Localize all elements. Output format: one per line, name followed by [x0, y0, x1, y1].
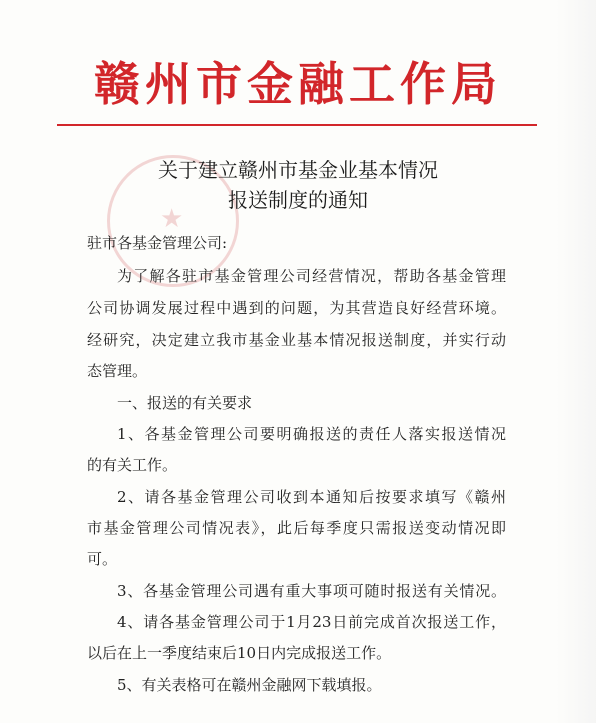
- body-line: 可。: [87, 550, 118, 568]
- section-heading: 一、报送的有关要求: [117, 394, 253, 412]
- document-title-line-2: 报送制度的通知: [228, 188, 368, 212]
- letterhead-red-rule: [57, 124, 537, 126]
- body-line: 为了解各驻市基金管理公司经营情况，帮助各基金管理: [117, 267, 506, 285]
- body-line: 4、请各基金管理公司于1月23日前完成首次报送工作，: [117, 613, 506, 631]
- body-line: 以后在上一季度结束后10日内完成报送工作。: [87, 644, 392, 662]
- body-line: 5、有关表格可在赣州金融网下载填报。: [117, 676, 382, 694]
- salutation: 驻市各基金管理公司:: [87, 234, 228, 252]
- body-line: 经研究，决定建立我市基金业基本情况报送制度，并实行动: [87, 331, 506, 349]
- body-line: 1、各基金管理公司要明确报送的责任人落实报送情况: [117, 425, 506, 443]
- body-line: 2、请各基金管理公司收到本通知后按要求填写《赣州: [117, 488, 506, 506]
- body-line: 态管理。: [87, 362, 148, 380]
- body-line: 公司协调发展过程中遇到的问题，为其营造良好经营环境。: [87, 299, 506, 317]
- body-line: 市基金管理公司情况表》，此后每季度只需报送变动情况即: [87, 519, 506, 537]
- letterhead-org-name: 赣州市金融工作局: [94, 57, 502, 111]
- seal-star-icon: ★: [160, 204, 184, 234]
- document-title-line-1: 关于建立赣州市基金业基本情况: [158, 158, 438, 182]
- body-line: 3、各基金管理公司遇有重大事项可随时报送有关情况。: [117, 582, 506, 600]
- body-line: 的有关工作。: [87, 456, 178, 474]
